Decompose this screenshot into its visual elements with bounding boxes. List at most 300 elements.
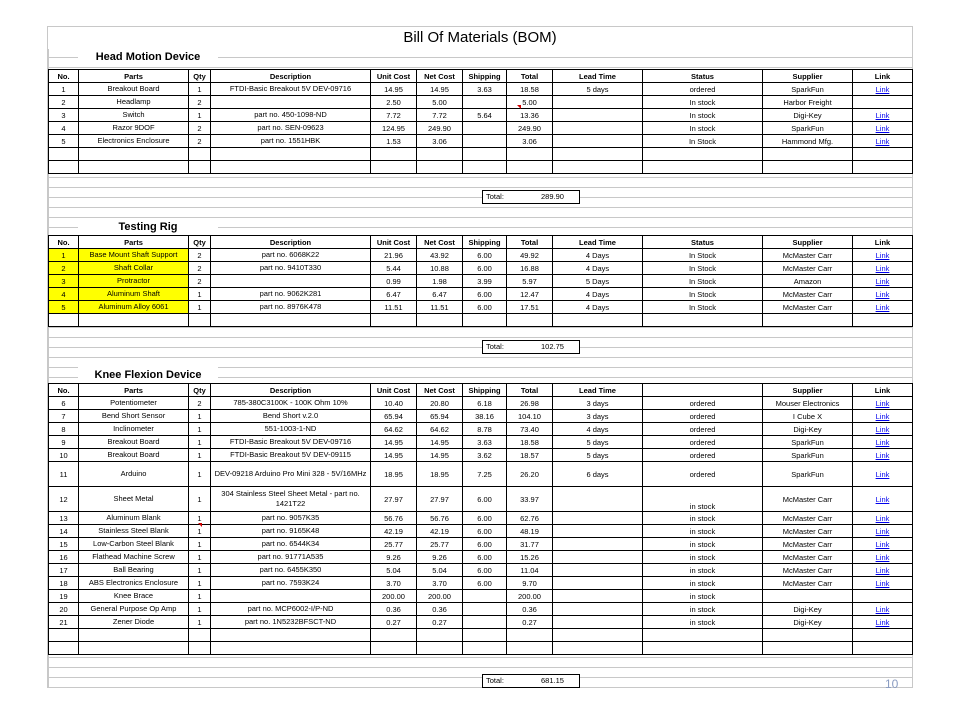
part-name: Electronics Enclosure bbox=[79, 135, 189, 148]
unit-cost: 21.96 bbox=[371, 249, 417, 262]
item-number: 4 bbox=[49, 288, 79, 301]
supplier-link[interactable]: Link bbox=[853, 109, 913, 122]
supplier: McMaster Carr bbox=[763, 551, 853, 564]
part-name: General Purpose Op Amp bbox=[79, 603, 189, 616]
shipping-cost: 6.00 bbox=[463, 301, 507, 314]
part-name: Ball Bearing bbox=[79, 564, 189, 577]
quantity: 1 bbox=[189, 551, 211, 564]
status-header bbox=[643, 384, 763, 397]
no-header: No. bbox=[49, 236, 79, 249]
supplier: McMaster Carr bbox=[763, 564, 853, 577]
net-cost: 65.94 bbox=[417, 410, 463, 423]
parts-header: Parts bbox=[79, 236, 189, 249]
item-number: 4 bbox=[49, 122, 79, 135]
empty-cell bbox=[49, 642, 79, 655]
supplier: I Cube X bbox=[763, 410, 853, 423]
supplier-link[interactable]: Link bbox=[853, 449, 913, 462]
unit-cost: 10.40 bbox=[371, 397, 417, 410]
part-name: Arduino bbox=[79, 462, 189, 487]
shipping-cost bbox=[463, 122, 507, 135]
description: FTDI-Basic Breakout 5V DEV-09716 bbox=[211, 436, 371, 449]
total-header: Total bbox=[507, 70, 553, 83]
section-title-head-motion: Head Motion Device bbox=[78, 49, 218, 65]
supplier-header: Supplier bbox=[763, 236, 853, 249]
total-header: Total bbox=[507, 384, 553, 397]
shipping-cost: 6.00 bbox=[463, 487, 507, 512]
empty-cell bbox=[463, 314, 507, 327]
supplier-link bbox=[853, 96, 913, 109]
quantity: 1 bbox=[189, 449, 211, 462]
description: part no. 6544K34 bbox=[211, 538, 371, 551]
empty-cell bbox=[371, 148, 417, 161]
supplier: Hammond Mfg. bbox=[763, 135, 853, 148]
item-number: 2 bbox=[49, 262, 79, 275]
link-header: Link bbox=[853, 70, 913, 83]
item-number: 3 bbox=[49, 109, 79, 122]
quantity: 1 bbox=[189, 462, 211, 487]
bom-table-testing-rig bbox=[48, 235, 913, 327]
supplier: McMaster Carr bbox=[763, 249, 853, 262]
total-label: Total: bbox=[486, 342, 504, 351]
empty-cell bbox=[211, 629, 371, 642]
empty-cell bbox=[553, 629, 643, 642]
description bbox=[211, 590, 371, 603]
supplier-link[interactable]: Link bbox=[853, 301, 913, 314]
bom-table-knee-flexion bbox=[48, 383, 913, 655]
net-cost: 5.04 bbox=[417, 564, 463, 577]
item-number: 1 bbox=[49, 249, 79, 262]
total-value: 102.75 bbox=[541, 342, 564, 351]
net-cost: 5.00 bbox=[417, 96, 463, 109]
table-row bbox=[49, 83, 913, 96]
shipping-cost: 6.18 bbox=[463, 397, 507, 410]
item-number: 5 bbox=[49, 135, 79, 148]
net-cost-header: Net Cost bbox=[417, 384, 463, 397]
description: part no. 6068K22 bbox=[211, 249, 371, 262]
empty-cell bbox=[463, 148, 507, 161]
lead-time: 4 Days bbox=[553, 288, 643, 301]
supplier-link[interactable]: Link bbox=[853, 512, 913, 525]
table-row bbox=[49, 423, 913, 436]
empty-cell bbox=[507, 148, 553, 161]
empty-cell bbox=[79, 642, 189, 655]
lead-time-header: Lead Time bbox=[553, 384, 643, 397]
description: part no. 6455K350 bbox=[211, 564, 371, 577]
part-name: Bend Short Sensor bbox=[79, 410, 189, 423]
unit-cost: 3.70 bbox=[371, 577, 417, 590]
empty-cell bbox=[189, 148, 211, 161]
empty-cell bbox=[463, 161, 507, 174]
lead-time: 4 Days bbox=[553, 301, 643, 314]
item-number: 11 bbox=[49, 462, 79, 487]
net-cost: 9.26 bbox=[417, 551, 463, 564]
description bbox=[211, 96, 371, 109]
status: In Stock bbox=[643, 262, 763, 275]
supplier: Digi-Key bbox=[763, 616, 853, 629]
item-number: 5 bbox=[49, 301, 79, 314]
supplier: SparkFun bbox=[763, 449, 853, 462]
total-box-knee-flexion bbox=[482, 674, 580, 688]
table-row bbox=[49, 301, 913, 314]
total-cost: 16.88 bbox=[507, 262, 553, 275]
total-cost: 18.57 bbox=[507, 449, 553, 462]
part-name: Breakout Board bbox=[79, 83, 189, 96]
supplier: Digi-Key bbox=[763, 109, 853, 122]
total-value: 681.15 bbox=[541, 676, 564, 685]
supplier-link[interactable]: Link bbox=[853, 525, 913, 538]
status: In stock bbox=[643, 96, 763, 109]
empty-cell bbox=[189, 314, 211, 327]
description: part no. 1551HBK bbox=[211, 135, 371, 148]
total-cost: 249.90 bbox=[507, 122, 553, 135]
table-row bbox=[49, 603, 913, 616]
empty-cell bbox=[553, 314, 643, 327]
table-row bbox=[49, 122, 913, 135]
unit-cost: 14.95 bbox=[371, 83, 417, 96]
item-number: 9 bbox=[49, 436, 79, 449]
table-row bbox=[49, 135, 913, 148]
empty-cell bbox=[189, 629, 211, 642]
table-header-row bbox=[49, 70, 913, 83]
part-name: Switch bbox=[79, 109, 189, 122]
item-number: 7 bbox=[49, 410, 79, 423]
supplier-link[interactable]: Link bbox=[853, 436, 913, 449]
empty-cell bbox=[553, 161, 643, 174]
qty-header: Qty bbox=[189, 70, 211, 83]
table-row bbox=[49, 96, 913, 109]
status: ordered bbox=[643, 462, 763, 487]
part-name: Flathead Machine Screw bbox=[79, 551, 189, 564]
total-cost: 0.27 bbox=[507, 616, 553, 629]
net-cost: 0.36 bbox=[417, 603, 463, 616]
supplier-link[interactable]: Link bbox=[853, 249, 913, 262]
total-header: Total bbox=[507, 236, 553, 249]
supplier-header: Supplier bbox=[763, 384, 853, 397]
empty-cell bbox=[853, 148, 913, 161]
part-name: Aluminum Blank bbox=[79, 512, 189, 525]
net-cost: 0.27 bbox=[417, 616, 463, 629]
empty-cell bbox=[211, 161, 371, 174]
empty-cell bbox=[763, 642, 853, 655]
supplier-link[interactable]: Link bbox=[853, 410, 913, 423]
quantity: 1 bbox=[189, 410, 211, 423]
part-name: Breakout Board bbox=[79, 436, 189, 449]
description: DEV-09218 Arduino Pro Mini 328 - 5V/16MHz bbox=[211, 462, 371, 487]
item-number: 16 bbox=[49, 551, 79, 564]
table-row bbox=[49, 564, 913, 577]
no-header: No. bbox=[49, 70, 79, 83]
unit-cost: 14.95 bbox=[371, 436, 417, 449]
part-name: Inclinometer bbox=[79, 423, 189, 436]
parts-header: Parts bbox=[79, 384, 189, 397]
net-cost: 10.88 bbox=[417, 262, 463, 275]
description: Bend Short v.2.0 bbox=[211, 410, 371, 423]
empty-row bbox=[49, 629, 913, 642]
empty-cell bbox=[189, 161, 211, 174]
empty-cell bbox=[417, 629, 463, 642]
supplier-link[interactable]: Link bbox=[853, 288, 913, 301]
description: part no. 8976K478 bbox=[211, 301, 371, 314]
lead-time bbox=[553, 109, 643, 122]
supplier: McMaster Carr bbox=[763, 577, 853, 590]
page-title: Bill Of Materials (BOM) bbox=[48, 27, 912, 49]
status: in stock bbox=[643, 564, 763, 577]
status: in stock bbox=[643, 525, 763, 538]
quantity: 1 bbox=[189, 590, 211, 603]
empty-cell bbox=[763, 314, 853, 327]
part-name: Aluminum Shaft bbox=[79, 288, 189, 301]
shipping-cost: 6.00 bbox=[463, 577, 507, 590]
supplier-link[interactable]: Link bbox=[853, 538, 913, 551]
supplier: McMaster Carr bbox=[763, 525, 853, 538]
empty-cell bbox=[79, 629, 189, 642]
shipping-cost: 7.25 bbox=[463, 462, 507, 487]
supplier-link[interactable]: Link bbox=[853, 564, 913, 577]
net-cost: 200.00 bbox=[417, 590, 463, 603]
shipping-cost: 5.64 bbox=[463, 109, 507, 122]
link-header: Link bbox=[853, 236, 913, 249]
unit-cost: 65.94 bbox=[371, 410, 417, 423]
part-name: Sheet Metal bbox=[79, 487, 189, 512]
shipping-cost: 3.63 bbox=[463, 436, 507, 449]
table-row bbox=[49, 410, 913, 423]
supplier: SparkFun bbox=[763, 83, 853, 96]
total-cost: 48.19 bbox=[507, 525, 553, 538]
empty-cell bbox=[463, 642, 507, 655]
shipping-cost bbox=[463, 135, 507, 148]
quantity: 1 bbox=[189, 288, 211, 301]
empty-row bbox=[49, 642, 913, 655]
empty-cell bbox=[853, 642, 913, 655]
unit-cost: 0.99 bbox=[371, 275, 417, 288]
net-cost-header: Net Cost bbox=[417, 236, 463, 249]
unit-cost: 6.47 bbox=[371, 288, 417, 301]
description-header: Description bbox=[211, 70, 371, 83]
empty-row bbox=[49, 314, 913, 327]
description: part no. 91771A535 bbox=[211, 551, 371, 564]
shipping-cost: 8.78 bbox=[463, 423, 507, 436]
shipping-header: Shipping bbox=[463, 236, 507, 249]
item-number: 19 bbox=[49, 590, 79, 603]
quantity: 1 bbox=[189, 109, 211, 122]
supplier-link bbox=[853, 590, 913, 603]
supplier-link[interactable]: Link bbox=[853, 135, 913, 148]
lead-time: 4 days bbox=[553, 423, 643, 436]
supplier-link[interactable]: Link bbox=[853, 397, 913, 410]
status: In Stock bbox=[643, 301, 763, 314]
lead-time: 4 Days bbox=[553, 262, 643, 275]
shipping-cost: 6.00 bbox=[463, 512, 507, 525]
empty-cell bbox=[79, 148, 189, 161]
qty-header: Qty bbox=[189, 384, 211, 397]
total-cost: 18.58 bbox=[507, 436, 553, 449]
shipping-cost: 3.63 bbox=[463, 83, 507, 96]
shipping-cost bbox=[463, 590, 507, 603]
empty-cell bbox=[49, 314, 79, 327]
supplier-link[interactable]: Link bbox=[853, 83, 913, 96]
status-header: Status bbox=[643, 70, 763, 83]
description: part no. 9165K48 bbox=[211, 525, 371, 538]
total-label: Total: bbox=[486, 192, 504, 201]
lead-time: 5 days bbox=[553, 83, 643, 96]
empty-cell bbox=[49, 161, 79, 174]
total-cost: 49.92 bbox=[507, 249, 553, 262]
part-name: Knee Brace bbox=[79, 590, 189, 603]
table-row bbox=[49, 436, 913, 449]
supplier: Digi-Key bbox=[763, 603, 853, 616]
supplier-link[interactable]: Link bbox=[853, 462, 913, 487]
supplier: McMaster Carr bbox=[763, 487, 853, 512]
empty-cell bbox=[211, 642, 371, 655]
bom-table-head-motion bbox=[48, 69, 913, 174]
table-row bbox=[49, 590, 913, 603]
quantity: 1 bbox=[189, 577, 211, 590]
item-number: 13 bbox=[49, 512, 79, 525]
supplier: McMaster Carr bbox=[763, 288, 853, 301]
table-row bbox=[49, 262, 913, 275]
status: in stock bbox=[643, 512, 763, 525]
empty-cell bbox=[643, 629, 763, 642]
empty-cell bbox=[371, 642, 417, 655]
unit-cost-header: Unit Cost bbox=[371, 70, 417, 83]
status: In stock bbox=[643, 122, 763, 135]
unit-cost: 14.95 bbox=[371, 449, 417, 462]
comment-marker bbox=[198, 523, 202, 527]
description: part no. 9062K281 bbox=[211, 288, 371, 301]
shipping-cost: 6.00 bbox=[463, 525, 507, 538]
shipping-cost: 6.00 bbox=[463, 249, 507, 262]
status: ordered bbox=[643, 436, 763, 449]
parts-header: Parts bbox=[79, 70, 189, 83]
quantity: 1 bbox=[189, 436, 211, 449]
quantity: 1 bbox=[189, 603, 211, 616]
supplier-link[interactable]: Link bbox=[853, 551, 913, 564]
empty-cell bbox=[463, 629, 507, 642]
description: 304 Stainless Steel Sheet Metal - part no. 1421T22 bbox=[211, 487, 371, 512]
lead-time bbox=[553, 538, 643, 551]
total-cost: 62.76 bbox=[507, 512, 553, 525]
status: in stock bbox=[643, 603, 763, 616]
supplier-link[interactable]: Link bbox=[853, 603, 913, 616]
unit-cost: 1.53 bbox=[371, 135, 417, 148]
part-name: Razor 9DOF bbox=[79, 122, 189, 135]
quantity: 1 bbox=[189, 83, 211, 96]
lead-time bbox=[553, 616, 643, 629]
lead-time bbox=[553, 135, 643, 148]
supplier-link[interactable]: Link bbox=[853, 577, 913, 590]
net-cost: 7.72 bbox=[417, 109, 463, 122]
total-cost: 31.77 bbox=[507, 538, 553, 551]
empty-cell bbox=[371, 314, 417, 327]
total-cost: 15.26 bbox=[507, 551, 553, 564]
supplier-link[interactable]: Link bbox=[853, 122, 913, 135]
table-row bbox=[49, 275, 913, 288]
empty-row bbox=[49, 161, 913, 174]
section-title-testing-rig: Testing Rig bbox=[78, 219, 218, 235]
item-number: 2 bbox=[49, 96, 79, 109]
shipping-cost bbox=[463, 616, 507, 629]
status: in stock bbox=[643, 538, 763, 551]
net-cost: 3.70 bbox=[417, 577, 463, 590]
table-row bbox=[49, 551, 913, 564]
empty-cell bbox=[371, 629, 417, 642]
lead-time: 5 Days bbox=[553, 275, 643, 288]
description: part no. SEN-09623 bbox=[211, 122, 371, 135]
table-row bbox=[49, 109, 913, 122]
supplier-link[interactable]: Link bbox=[853, 487, 913, 512]
status: in stock bbox=[643, 577, 763, 590]
empty-cell bbox=[853, 314, 913, 327]
supplier-link[interactable]: Link bbox=[853, 275, 913, 288]
table-row bbox=[49, 616, 913, 629]
item-number: 21 bbox=[49, 616, 79, 629]
net-cost: 25.77 bbox=[417, 538, 463, 551]
part-name: Breakout Board bbox=[79, 449, 189, 462]
supplier-link[interactable]: Link bbox=[853, 262, 913, 275]
lead-time bbox=[553, 96, 643, 109]
supplier bbox=[763, 590, 853, 603]
supplier-link[interactable]: Link bbox=[853, 423, 913, 436]
shipping-cost bbox=[463, 603, 507, 616]
shipping-cost bbox=[463, 96, 507, 109]
supplier: Amazon bbox=[763, 275, 853, 288]
status: ordered bbox=[643, 83, 763, 96]
net-cost: 42.19 bbox=[417, 525, 463, 538]
part-name: Zener Diode bbox=[79, 616, 189, 629]
part-name: Low-Carbon Steel Blank bbox=[79, 538, 189, 551]
quantity: 2 bbox=[189, 262, 211, 275]
net-cost: 249.90 bbox=[417, 122, 463, 135]
net-cost: 20.80 bbox=[417, 397, 463, 410]
shipping-cost: 3.62 bbox=[463, 449, 507, 462]
lead-time bbox=[553, 564, 643, 577]
empty-cell bbox=[763, 161, 853, 174]
shipping-cost: 3.99 bbox=[463, 275, 507, 288]
supplier-link[interactable]: Link bbox=[853, 616, 913, 629]
net-cost: 56.76 bbox=[417, 512, 463, 525]
shipping-cost: 6.00 bbox=[463, 262, 507, 275]
item-number: 18 bbox=[49, 577, 79, 590]
empty-cell bbox=[853, 629, 913, 642]
unit-cost: 11.51 bbox=[371, 301, 417, 314]
part-name: Base Mount Shaft Support bbox=[79, 249, 189, 262]
quantity: 2 bbox=[189, 135, 211, 148]
total-cost: 5.97 bbox=[507, 275, 553, 288]
total-cost: 5.00 bbox=[507, 96, 553, 109]
empty-cell bbox=[417, 314, 463, 327]
item-number: 10 bbox=[49, 449, 79, 462]
supplier: McMaster Carr bbox=[763, 301, 853, 314]
description: FTDI-Basic Breakout 5V DEV-09115 bbox=[211, 449, 371, 462]
item-number: 12 bbox=[49, 487, 79, 512]
lead-time bbox=[553, 512, 643, 525]
table-row bbox=[49, 397, 913, 410]
total-cost: 12.47 bbox=[507, 288, 553, 301]
quantity: 1 bbox=[189, 564, 211, 577]
link-header: Link bbox=[853, 384, 913, 397]
item-number: 20 bbox=[49, 603, 79, 616]
total-cost: 9.70 bbox=[507, 577, 553, 590]
net-cost: 64.62 bbox=[417, 423, 463, 436]
total-cost: 200.00 bbox=[507, 590, 553, 603]
net-cost: 14.95 bbox=[417, 449, 463, 462]
status: In Stock bbox=[643, 275, 763, 288]
lead-time bbox=[553, 603, 643, 616]
supplier: McMaster Carr bbox=[763, 512, 853, 525]
status: in stock bbox=[643, 616, 763, 629]
empty-cell bbox=[211, 148, 371, 161]
comment-marker bbox=[517, 105, 521, 109]
